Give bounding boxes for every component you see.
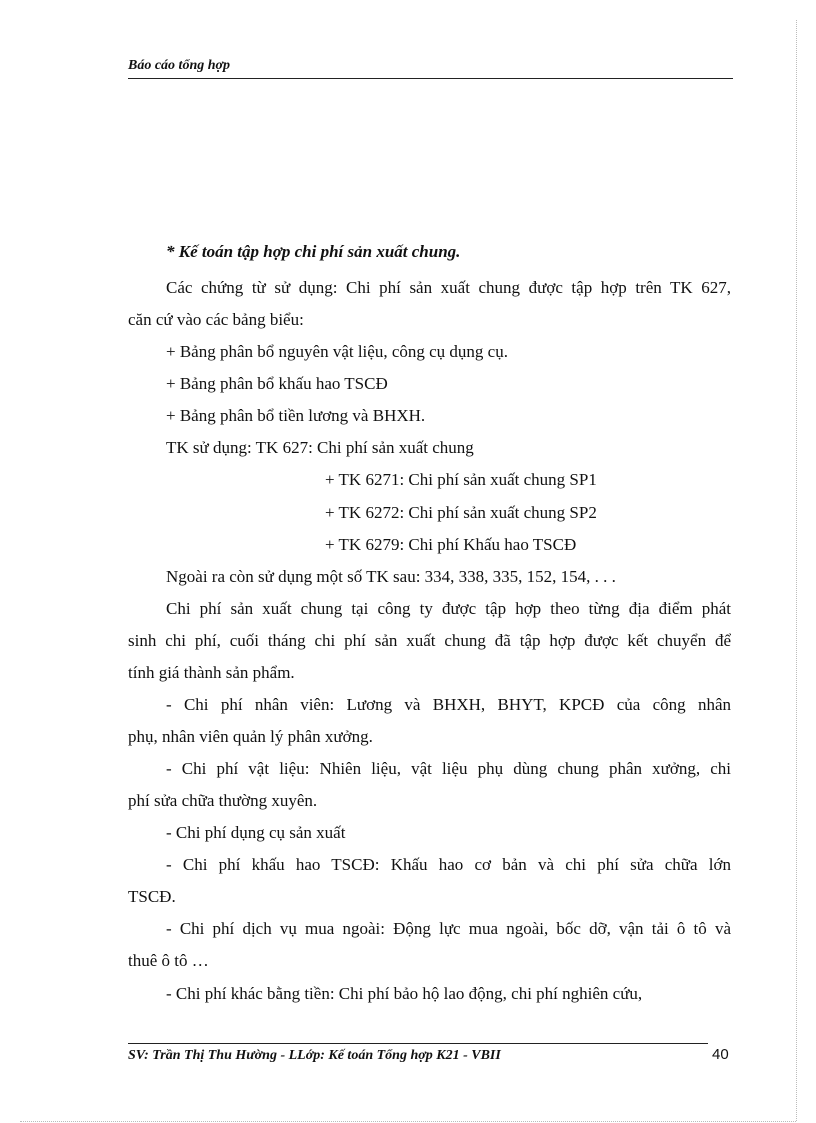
page-border-right [796,20,797,1121]
account-item: + TK 6272: Chi phí sản xuất chung SP2 [325,503,597,522]
paragraph-line: căn cứ vào các bảng biểu: [128,310,304,329]
list-item: + Bảng phân bổ khấu hao TSCĐ [166,374,388,393]
page-header: Báo cáo tổng hợp [128,58,231,73]
paragraph-line: Các chứng từ sử dụng: Chi phí sản xuất chung được tập hợp trên TK 627, [166,278,731,297]
paragraph-line: tính giá thành sản phẩm. [128,663,295,682]
paragraph-line: TK sử dụng: TK 627: Chi phí sản xuất chung [166,438,474,457]
paragraph-line: Chi phí sản xuất chung tại công ty được tập hợp theo từng địa điểm phát [166,599,731,618]
paragraph-line: - Chi phí dịch vụ mua ngoài: Động lực mua ngoài, bốc dỡ, vận tải ô tô và [166,919,731,938]
paragraph-line: TSCĐ. [128,887,176,906]
page-border-bottom [20,1121,796,1122]
paragraph-line: - Chi phí vật liệu: Nhiên liệu, vật liệu phụ dùng chung phân xưởng, chi [166,759,731,778]
list-item: + Bảng phân bổ tiền lương và BHXH. [166,406,426,425]
section-heading: * Kế toán tập hợp chi phí sản xuất chung. [166,242,461,261]
paragraph-line: - Chi phí khấu hao TSCĐ: Khấu hao cơ bản và chi phí sửa chữa lớn [166,855,731,874]
paragraph-line: phí sửa chữa thường xuyên. [128,791,318,810]
paragraph-line: phụ, nhân viên quản lý phân xưởng. [128,727,373,746]
list-item: + Bảng phân bổ nguyên vật liệu, công cụ dụng cụ. [166,342,508,361]
footer-text: SV: Trần Thị Thu Hường - LLớp: Kế toán Tổng hợp K21 - VBII [128,1048,501,1063]
page-number: 40 [712,1046,729,1063]
paragraph-line: thuê ô tô … [128,951,209,970]
paragraph-line: sinh chi phí, cuối tháng chi phí sản xuất chung đã tập hợp được kết chuyển để [128,631,731,650]
account-item: + TK 6279: Chi phí Khấu hao TSCĐ [325,535,577,554]
footer-rule [128,1043,708,1044]
paragraph-line: - Chi phí dụng cụ sản xuất [166,823,346,842]
paragraph-line: - Chi phí nhân viên: Lương và BHXH, BHYT, KPCĐ của công nhân [166,695,731,714]
paragraph-line: - Chi phí khác bằng tiền: Chi phí bảo hộ lao động, chi phí nghiên cứu, [166,984,643,1003]
account-item: + TK 6271: Chi phí sản xuất chung SP1 [325,470,597,489]
header-rule [128,78,733,79]
paragraph-line: Ngoài ra còn sử dụng một số TK sau: 334, 338, 335, 152, 154, . . . [166,567,616,586]
